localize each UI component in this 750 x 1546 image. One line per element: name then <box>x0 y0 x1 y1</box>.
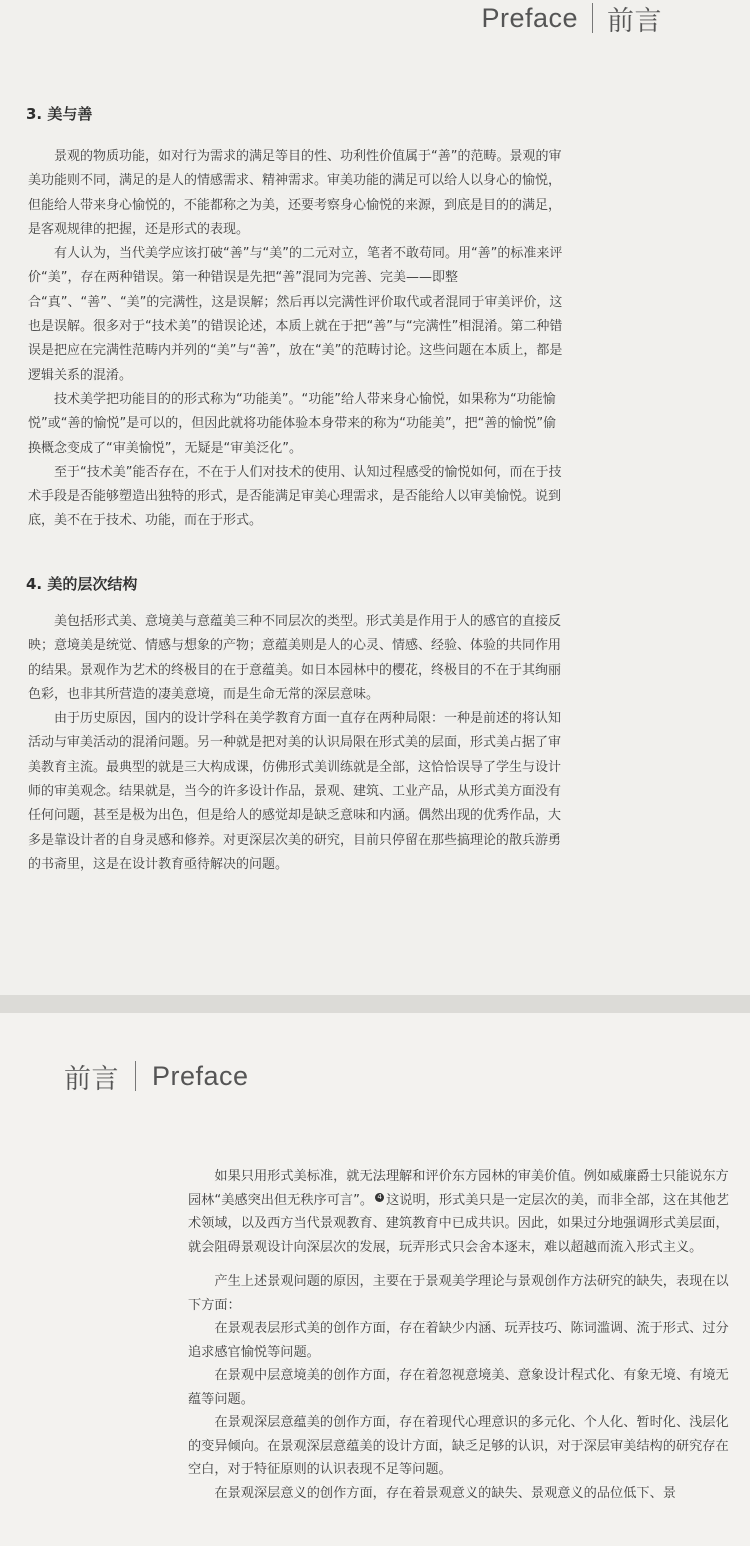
header-title-cn: 前言 <box>64 1063 119 1094</box>
paragraph: 有人认为，当代美学应该打破“善”与“美”的二元对立，笔者不敢苟同。用“善”的标准来评价“美”，存在两种错误。第一种错误是先把“善”混同为完善、完美——即整合“真”、“善”、“美”的完满性，这是误解；然后再以完满性评价取代或者混同于审美评价，这也是误解。很多对于“技术美”的错误论述，本质上就在于把“善”与“完满性”相混淆。第二种错误是把应在完满性范畴内并列的“美”与“善”，放在“美”的范畴讨论。这些问题在本质上，都是逻辑关系的混淆。 <box>28 246 563 383</box>
paragraph: 美包括形式美、意境美与意蕴美三种不同层次的类型。形式美是作用于人的感官的直接反映；意境美是统觉、情感与想象的产物；意蕴美则是人的心灵、情感、经验、体验的共同作用的结果。景观作为艺术的终极目的在于意蕴美。如日本园林中的樱花，终极目的不在于其绚丽色彩，也非其所营造的凄美意境，而是生命无常的深层意味。 <box>28 614 562 702</box>
paragraph-text: 这说明，形式美只是一定层次的美，而非全部，这在其他艺术领域，以及西方当代景观教育、建筑教育中已成共识。因此，如果过分地强调形式美层面，就会阻碍景观设计向深层次的发展，玩弄形式只会舍本逐末，难以超越而流入形式主义。 <box>188 1192 729 1255</box>
header-divider <box>592 3 593 33</box>
section-heading-3: 3. 美与善 <box>26 105 93 123</box>
header-title-en: Preface <box>481 2 578 33</box>
paragraph: 景观的物质功能，如对行为需求的满足等目的性、功利性价值属于“善”的范畴。景观的审美功能则不同，满足的是人的情感需求、精神需求。审美功能的满足可以给人以身心的愉悦，但能给人带来身心愉悦的，不能都称之为美，还要考察身心愉悦的来源，到底是目的的满足，是客观规律的把握，还是形式的表现。 <box>28 149 562 237</box>
header-divider <box>135 1061 136 1091</box>
list-item: 在景观表层形式美的创作方面，存在着缺少内涵、玩弄技巧、陈词滥调、流于形式、过分追求感官愉悦等问题。 <box>188 1321 729 1360</box>
running-header <box>481 0 662 36</box>
header-title-en: Preface <box>152 1060 249 1091</box>
paragraph: 由于历史原因，国内的设计学科在美学教育方面一直存在两种局限：一种是前述的将认知活动与审美活动的混淆问题。另一种就是把对美的认识局限在形式美的层面，形式美占据了审美教育主流。最典型的就是三大构成课，仿佛形式美训练就是全部，这恰恰误导了学生与设计师的审美观念。结果就是，当今的许多设计作品，景观、建筑、工业产品，从形式美方面没有任何问题，甚至是极为出色，但是给人的感觉却是缺乏意味和内涵。偶然出现的优秀作品，大多是靠设计者的自身灵感和修养。对更深层次美的研究，目前只停留在那些搞理论的散兵游勇的书斋里，这是在设计教育亟待解决的问题。 <box>28 711 562 872</box>
paragraph: 技术美学把功能目的的形式称为“功能美”。“功能”给人带来身心愉悦，如果称为“功能愉悦”或“善的愉悦”是可以的，但因此就将功能体验本身带来的称为“功能美”，把“善的愉悦”偷换概念变成了“审美愉悦”，无疑是“审美泛化”。 <box>28 391 557 456</box>
section-heading-4: 4. 美的层次结构 <box>26 575 138 593</box>
running-header-2 <box>64 1058 249 1094</box>
list-item: 在景观深层意义的创作方面，存在着景观意义的缺失、景观意义的品位低下、景 <box>214 1485 676 1501</box>
header-title-cn: 前言 <box>607 5 662 36</box>
footnote-reference[interactable]: 4 <box>375 1193 384 1202</box>
list-item: 在景观深层意蕴美的创作方面，存在着现代心理意识的多元化、个人化、暂时化、浅层化的变异倾向。在景观深层意蕴美的设计方面，缺乏足够的认识，对于深层审美结构的研究存在空白，对于特征原则的认识表现不足等问题。 <box>188 1415 729 1477</box>
paragraph: 产生上述景观问题的原因，主要在于景观美学理论与景观创作方法研究的缺失，表现在以下方面： <box>188 1274 729 1313</box>
list-item: 在景观中层意境美的创作方面，存在着忽视意境美、意象设计程式化、有象无境、有境无蕴等问题。 <box>188 1368 729 1407</box>
paragraph: 至于“技术美”能否存在，不在于人们对技术的使用、认知过程感受的愉悦如何，而在于技术手段是否能够塑造出独特的形式，是否能满足审美心理需求，是否能给人以审美愉悦。说到底，美不在于技术、功能，而在于形式。 <box>28 464 562 529</box>
paragraph <box>188 1165 738 1259</box>
section-4-body <box>28 610 568 877</box>
section-3-body <box>28 145 568 534</box>
paragraph-text: 如果只用形式美标准，就无法理解和评价东方园林的审美价值。例如威廉爵士只能说东方园林“美感突出但无秩序可言”。 <box>188 1169 729 1208</box>
preface-body <box>188 1165 738 1505</box>
page-separator <box>0 995 750 1013</box>
